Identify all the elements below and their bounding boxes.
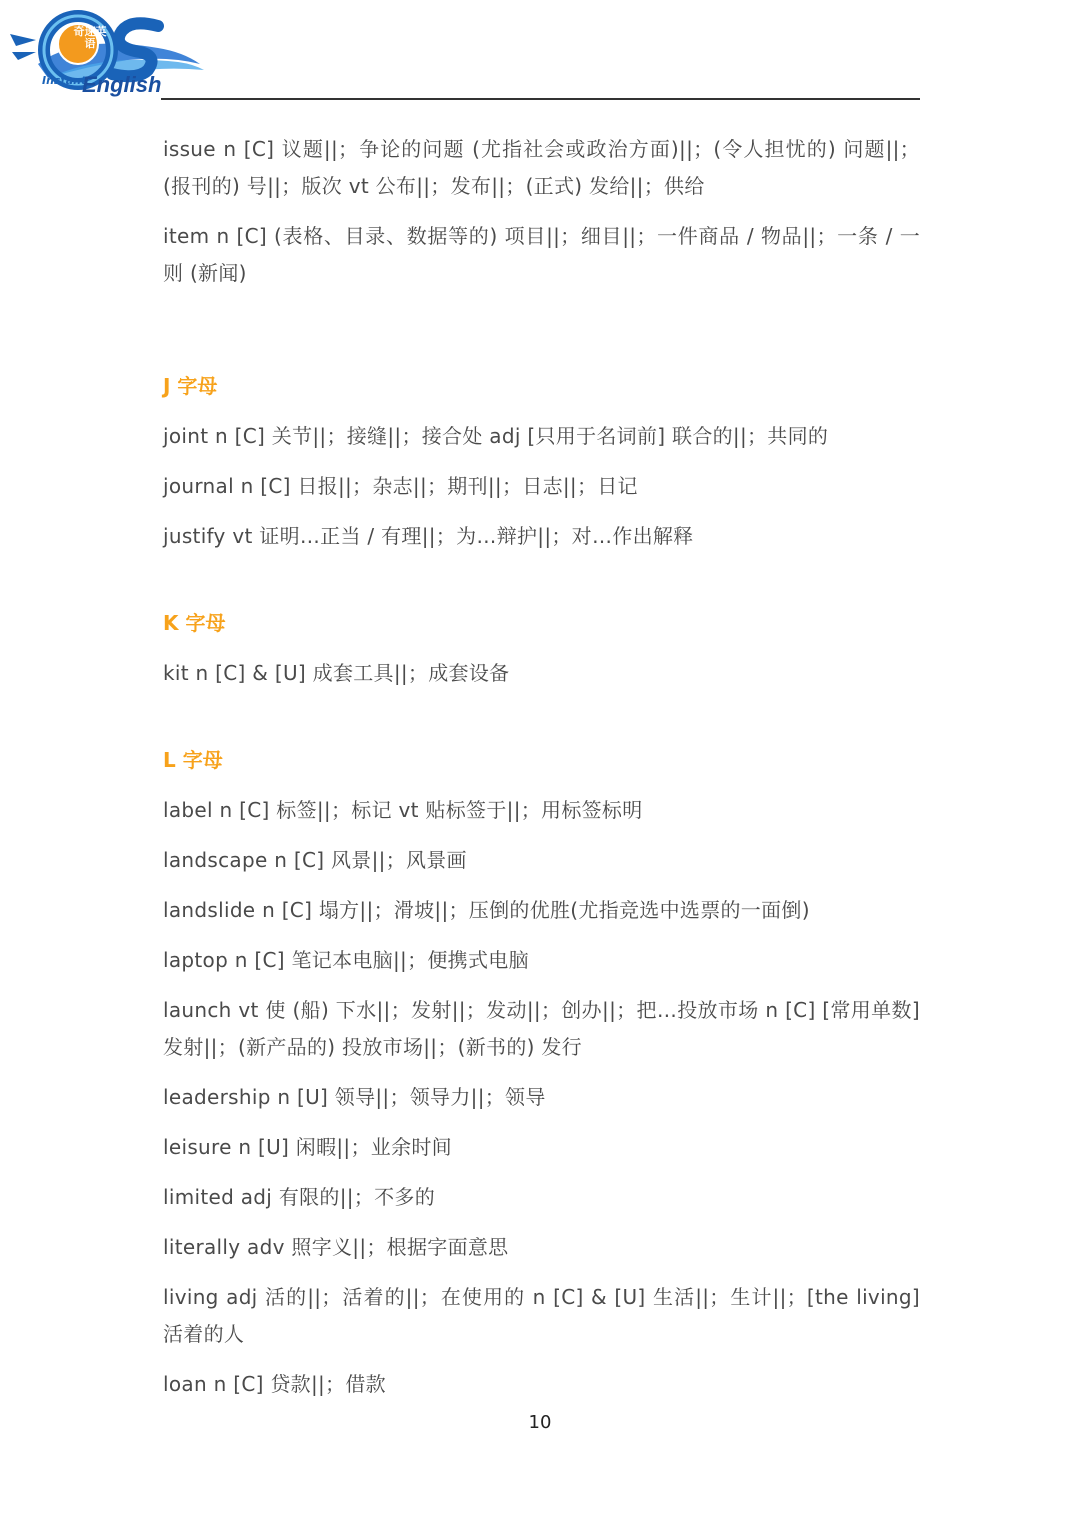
logo-sub-text: Instant xyxy=(42,74,87,87)
vocab-entry-item: item n [C] (表格、目录、数据等的) 项目||；细目||；一件商品 / 物品||；一条 / 一则 (新闻) xyxy=(163,224,920,285)
section-spacer xyxy=(163,705,920,742)
vocab-entry-label: label n [C] 标签||；标记 vt 贴标签于||；用标签标明 xyxy=(163,798,643,822)
vocab-entry-loan: loan n [C] 贷款||；借款 xyxy=(163,1372,386,1396)
logo-main-text: English xyxy=(82,72,162,97)
vocab-entry-journal: journal n [C] 日报||；杂志||；期刊||；日志||；日记 xyxy=(163,474,638,498)
vocab-entry-justify: justify vt 证明…正当 / 有理||；为…辩护||；对…作出解释 xyxy=(163,524,694,548)
header-divider xyxy=(161,98,920,100)
vocab-entry-issue: issue n [C] 议题||；争论的问题 (尤指社会或政治方面)||；(令人担忧的) 问题||；(报刊的) 号||；版次 vt 公布||；发布||；(正式) 发给||；供给 xyxy=(163,137,920,198)
vocab-entry-limited: limited adj 有限的||；不多的 xyxy=(163,1185,435,1209)
page-number: 10 xyxy=(528,1412,552,1433)
section-spacer xyxy=(163,305,920,368)
vocab-entry-landscape: landscape n [C] 风景||；风景画 xyxy=(163,848,467,872)
logo-badge-text: 奇速英语 xyxy=(73,25,107,50)
vocab-entry-leadership: leadership n [U] 领导||；领导力||；领导 xyxy=(163,1085,546,1109)
vocab-entry-living: living adj 活的||；活着的||；在使用的 n [C] & [U] 生活||；生计||；[the living] 活着的人 xyxy=(163,1285,920,1346)
vocab-entry-landslide: landslide n [C] 塌方||；滑坡||；压倒的优胜(尤指竞选中选票的一面倒) xyxy=(163,898,810,922)
vocab-entry-literally: literally adv 照字义||；根据字面意思 xyxy=(163,1235,509,1259)
section-heading-l: L 字母 xyxy=(163,748,223,772)
vocab-entry-laptop: laptop n [C] 笔记本电脑||；便携式电脑 xyxy=(163,948,529,972)
vocab-entry-joint: joint n [C] 关节||；接缝||；接合处 adj [只用于名词前] 联合的||；共同的 xyxy=(163,424,829,448)
vocab-entry-leisure: leisure n [U] 闲暇||；业余时间 xyxy=(163,1135,452,1159)
vocab-entry-kit: kit n [C] & [U] 成套工具||；成套设备 xyxy=(163,661,510,685)
section-spacer xyxy=(163,568,920,605)
brand-logo xyxy=(8,4,208,100)
section-heading-j: J 字母 xyxy=(163,374,218,398)
vocabulary-list xyxy=(163,131,920,1416)
vocab-entry-launch: launch vt 使 (船) 下水||；发射||；发动||；创办||；把…投放市场 n [C] [常用单数] 发射||；(新产品的) 投放市场||；(新书的) 发行 xyxy=(163,998,920,1059)
section-heading-k: K 字母 xyxy=(163,611,226,635)
